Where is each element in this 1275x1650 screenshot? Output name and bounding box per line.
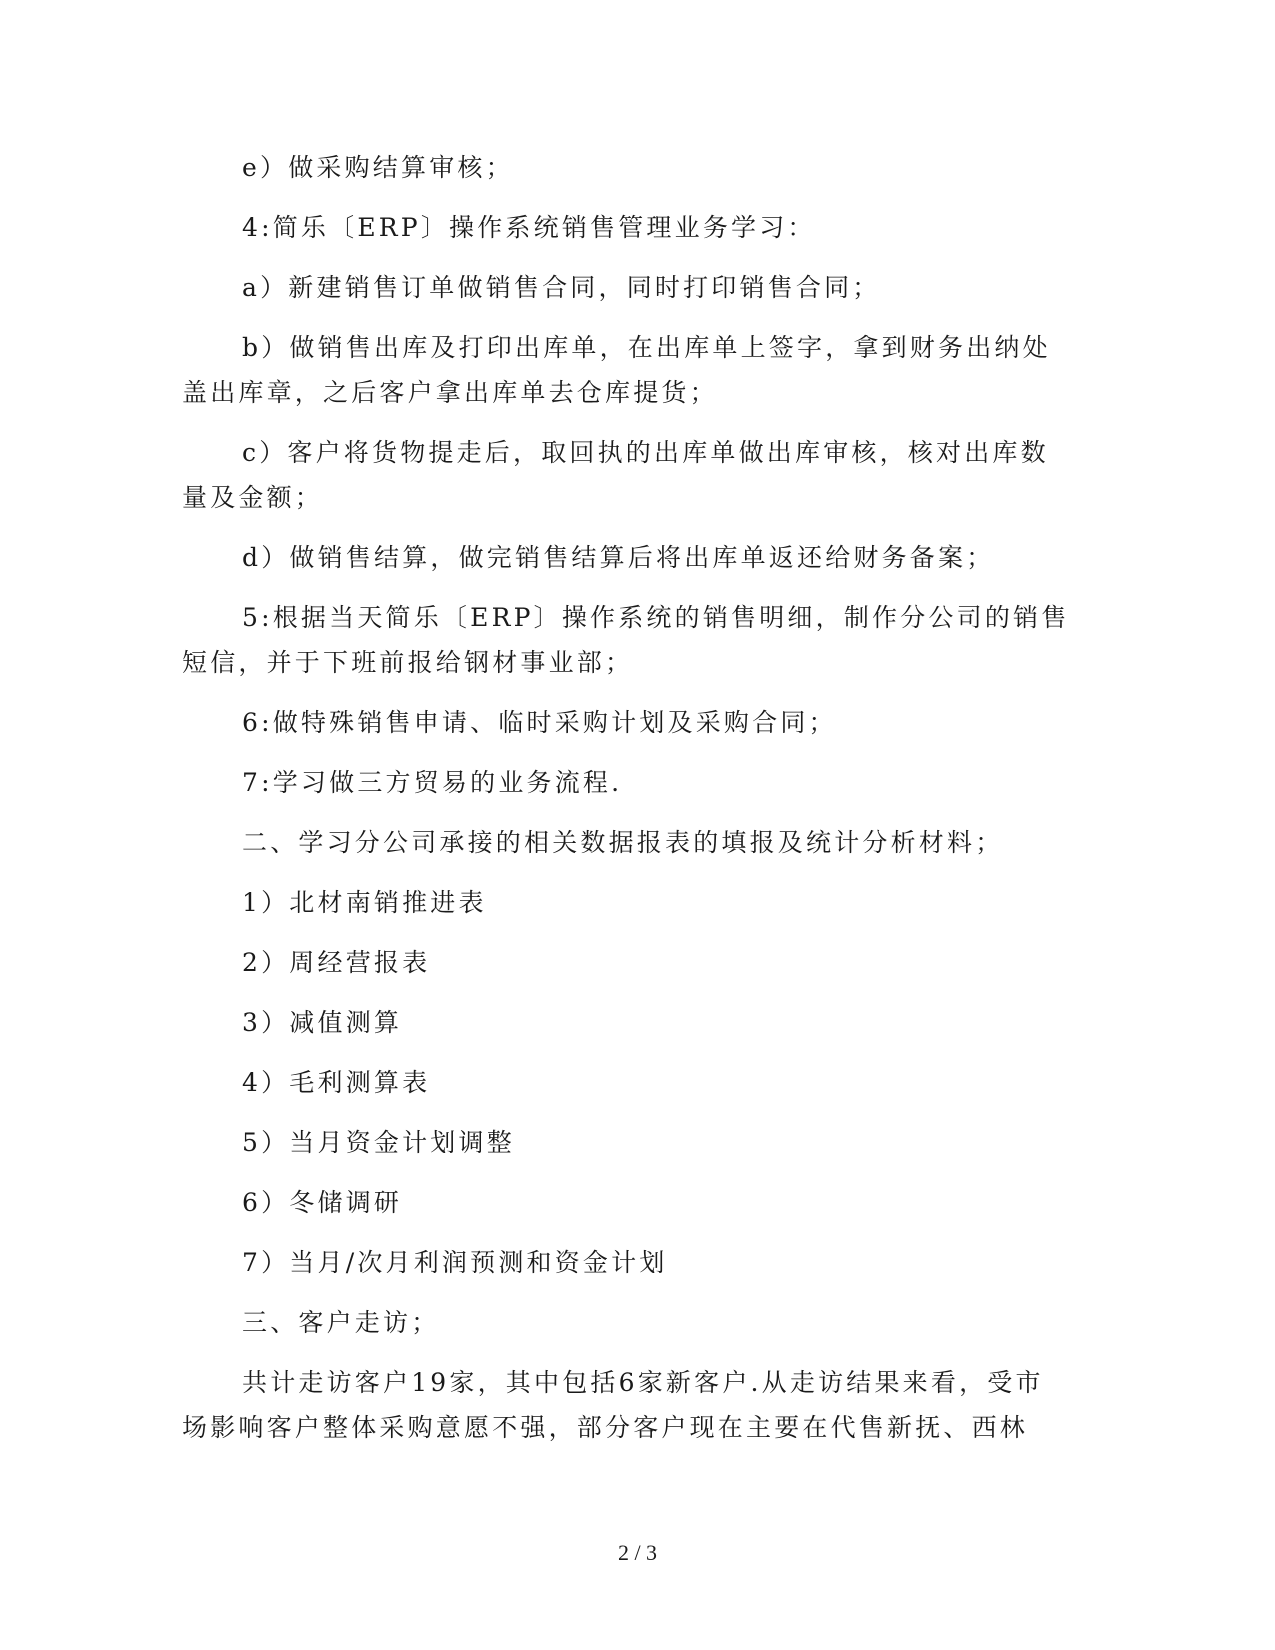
paragraph-first-line: 4）毛利测算表 <box>242 1068 431 1097</box>
paragraph <box>182 1240 1078 1285</box>
paragraph-first-line: 7:学习做三方贸易的业务流程. <box>242 768 623 797</box>
paragraph-first-line: d）做销售结算，做完销售结算后将出库单返还给财务备案； <box>242 543 995 572</box>
paragraph-first-line: 2）周经营报表 <box>242 948 431 977</box>
paragraph-first-line: c）客户将货物提走后，取回执的出库单做出库审核，核对出库数 <box>242 438 1049 467</box>
paragraph-first-line: 5:根据当天简乐〔ERP〕操作系统的销售明细，制作分公司的销售 <box>242 603 1070 632</box>
page-number: 2 / 3 <box>617 1540 658 1565</box>
paragraph <box>182 1060 1078 1105</box>
paragraph-first-line: 6）冬储调研 <box>242 1188 403 1217</box>
paragraph <box>182 1000 1078 1045</box>
paragraph-first-line: 共计走访客户19家，其中包括6家新客户.从走访结果来看，受市 <box>242 1368 1044 1397</box>
paragraph <box>182 940 1078 985</box>
paragraph-first-line: 5）当月资金计划调整 <box>242 1128 515 1157</box>
paragraph-first-line: b）做销售出库及打印出库单，在出库单上签字，拿到财务出纳处 <box>242 333 1051 362</box>
paragraph-first-line: 1）北材南销推进表 <box>242 888 487 917</box>
paragraph <box>182 1180 1078 1225</box>
paragraph-continuation-line: 盖出库章，之后客户拿出库单去仓库提货； <box>182 378 718 407</box>
paragraph <box>182 145 1078 190</box>
paragraph-first-line: a）新建销售订单做销售合同，同时打印销售合同； <box>242 273 881 302</box>
paragraph <box>182 1360 1078 1450</box>
paragraph <box>182 535 1078 580</box>
paragraph <box>182 880 1078 925</box>
paragraph <box>182 205 1078 250</box>
paragraph-continuation-line: 量及金额； <box>182 483 324 512</box>
paragraph <box>182 325 1078 415</box>
paragraph-first-line: 7）当月/次月利润预测和资金计划 <box>242 1248 668 1277</box>
paragraph-first-line: e）做采购结算审核； <box>242 153 514 182</box>
paragraph <box>182 265 1078 310</box>
paragraph <box>182 760 1078 805</box>
paragraph-first-line: 6:做特殊销售申请、临时采购计划及采购合同； <box>242 708 837 737</box>
paragraph-first-line: 二、学习分公司承接的相关数据报表的填报及统计分析材料； <box>242 828 1004 857</box>
paragraph-continuation-line: 场影响客户整体采购意愿不强，部分客户现在主要在代售新抚、西林 <box>182 1413 1029 1442</box>
paragraph <box>182 430 1078 520</box>
paragraph <box>182 1300 1078 1345</box>
paragraph <box>182 1120 1078 1165</box>
paragraph-continuation-line: 短信，并于下班前报给钢材事业部； <box>182 648 634 677</box>
paragraph <box>182 700 1078 745</box>
paragraph <box>182 595 1078 685</box>
paragraph-first-line: 三、客户走访； <box>242 1308 440 1337</box>
document-body <box>182 145 1078 1465</box>
paragraph-first-line: 3）减值测算 <box>242 1008 403 1037</box>
paragraph-first-line: 4:简乐〔ERP〕操作系统销售管理业务学习： <box>242 213 816 242</box>
paragraph <box>182 820 1078 865</box>
